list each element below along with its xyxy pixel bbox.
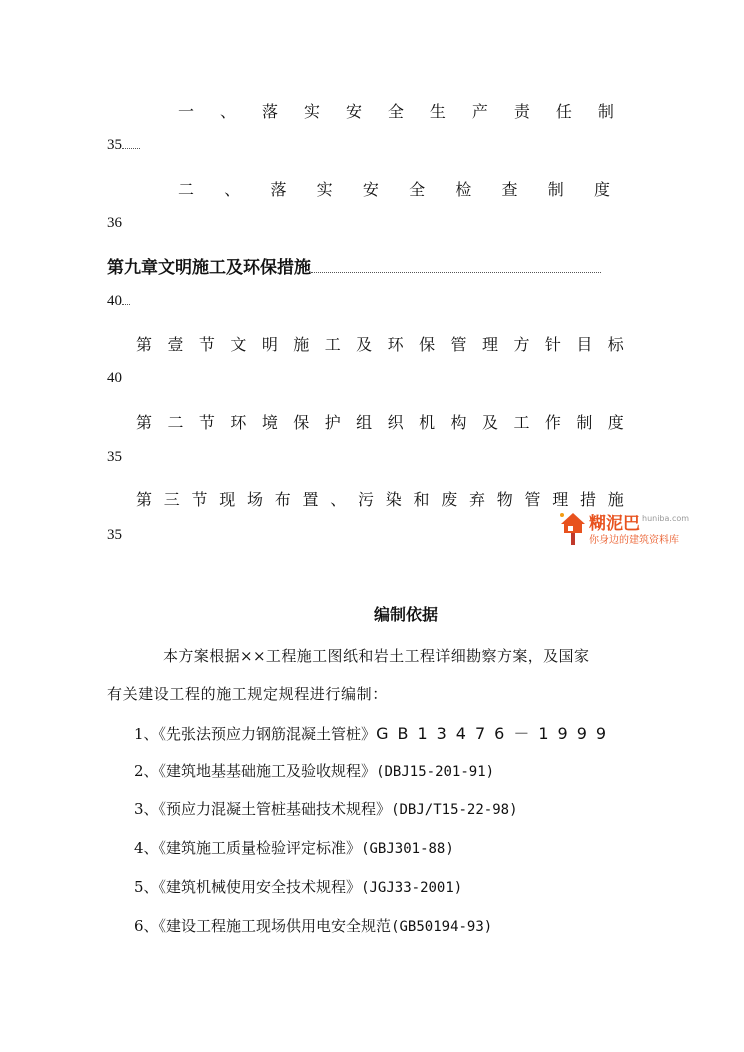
toc-char: 保 [293, 413, 310, 432]
toc-char: 落 [261, 102, 278, 121]
basis-item-1: 1、《先张法预应力钢筋混凝土管桩》GB13476－1999 [134, 724, 616, 743]
toc-char: 机 [419, 413, 436, 432]
toc-chapter-9-page: 40 [107, 293, 130, 310]
toc-char: 管 [450, 335, 467, 354]
basis-item-2: 2、《建筑地基基础施工及验收规程》(DBJ15-201-91) [134, 762, 495, 780]
basis-heading: 编制依据 [374, 605, 439, 624]
toc-char: 施 [293, 335, 310, 354]
toc-char: 实 [316, 180, 333, 199]
toc-char: 及 [356, 335, 373, 354]
toc-char: 方 [513, 335, 530, 354]
toc-char: 制 [576, 413, 593, 432]
toc-chapter-9-title: 第九章文明施工及环保措施 [107, 253, 601, 278]
toc-char: 环 [387, 335, 404, 354]
toc-section-1-title [136, 332, 624, 355]
toc-char: 工 [513, 413, 530, 432]
basis-intro-line2: 有关建设工程的施工规定规程进行编制： [107, 685, 388, 703]
watermark-logo [558, 509, 690, 547]
toc-char: 全 [387, 102, 404, 121]
toc-char: 第 [136, 413, 153, 432]
basis-item-6: 6、《建设工程施工现场供用电安全规范(GB50194-93) [134, 917, 493, 935]
toc-section-2-page: 35 [107, 449, 122, 465]
toc-char: 、 [330, 490, 347, 509]
toc-char: 壹 [167, 335, 184, 354]
toc-char: 物 [496, 490, 513, 509]
toc-char: 生 [429, 102, 446, 121]
basis-intro-line1: 本方案根据××工程施工图纸和岩土工程详细勘察方案，及国家 [163, 647, 590, 665]
toc-char: 节 [198, 335, 215, 354]
toc-char: 工 [324, 335, 341, 354]
watermark-domain: huniba.com [642, 514, 690, 523]
toc-char: 措 [580, 490, 597, 509]
toc-char: 组 [356, 413, 373, 432]
toc-char: 施 [607, 490, 624, 509]
toc-char: 安 [345, 102, 362, 121]
watermark-slogan: 你身边的建筑资料库 [589, 535, 679, 546]
toc-char: 织 [387, 413, 404, 432]
toc-section-3-page: 35 [107, 527, 122, 543]
toc-item-1-title [178, 99, 614, 122]
toc-char: 护 [324, 413, 341, 432]
toc-char: 节 [198, 413, 215, 432]
toc-char: 标 [607, 335, 624, 354]
toc-item-1-page: 35 [107, 137, 140, 154]
toc-char: 境 [261, 413, 278, 432]
toc-char: 目 [576, 335, 593, 354]
toc-char: 三 [163, 490, 180, 509]
toc-section-3-title [136, 487, 624, 510]
toc-char: 文 [230, 335, 247, 354]
toc-char: 制 [547, 180, 564, 199]
toc-item-2-page: 36 [107, 215, 122, 231]
toc-char: 理 [552, 490, 569, 509]
toc-char: 落 [270, 180, 287, 199]
toc-char: 管 [524, 490, 541, 509]
toc-char: 和 [413, 490, 430, 509]
toc-char: 度 [607, 413, 624, 432]
toc-char: 弃 [469, 490, 486, 509]
toc-item-2-title [178, 177, 610, 200]
toc-char: 检 [455, 180, 472, 199]
toc-char: 废 [441, 490, 458, 509]
toc-char: 安 [362, 180, 379, 199]
toc-char: 二 [167, 413, 184, 432]
toc-char: 第 [136, 490, 153, 509]
toc-char: 节 [191, 490, 208, 509]
toc-char: 染 [385, 490, 402, 509]
toc-char: 第 [136, 335, 153, 354]
toc-char: 理 [481, 335, 498, 354]
toc-char: 污 [358, 490, 375, 509]
toc-char: 实 [303, 102, 320, 121]
basis-item-3: 3、《预应力混凝土管桩基础技术规程》(DBJ/T15-22-98) [134, 800, 518, 818]
basis-item-5: 5、《建筑机械使用安全技术规程》(JGJ33-2001) [134, 878, 463, 896]
toc-char: 及 [481, 413, 498, 432]
toc-char: 作 [544, 413, 561, 432]
toc-char: 查 [501, 180, 518, 199]
toc-char: 二 [178, 180, 195, 199]
toc-section-2-title [136, 410, 624, 433]
toc-char: 责 [513, 102, 530, 121]
toc-char: 任 [555, 102, 572, 121]
toc-char: 全 [409, 180, 426, 199]
toc-char: 保 [419, 335, 436, 354]
basis-item-4: 4、《建筑施工质量检验评定标准》(GBJ301-88) [134, 839, 454, 857]
toc-char: 场 [247, 490, 264, 509]
toc-char: 现 [219, 490, 236, 509]
watermark-brand: 糊泥巴 [589, 514, 640, 534]
toc-char: 一 [178, 102, 195, 121]
toc-char: 构 [450, 413, 467, 432]
toc-char: 制 [597, 102, 614, 121]
toc-char: 、 [219, 102, 236, 121]
toc-char: 针 [544, 335, 561, 354]
toc-char: 度 [593, 180, 610, 199]
toc-char: 、 [224, 180, 241, 199]
toc-char: 置 [302, 490, 319, 509]
toc-char: 布 [274, 490, 291, 509]
toc-section-1-page: 40 [107, 370, 122, 386]
toc-char: 产 [471, 102, 488, 121]
toc-char: 环 [230, 413, 247, 432]
brush-house-icon [558, 509, 588, 547]
toc-char: 明 [261, 335, 278, 354]
